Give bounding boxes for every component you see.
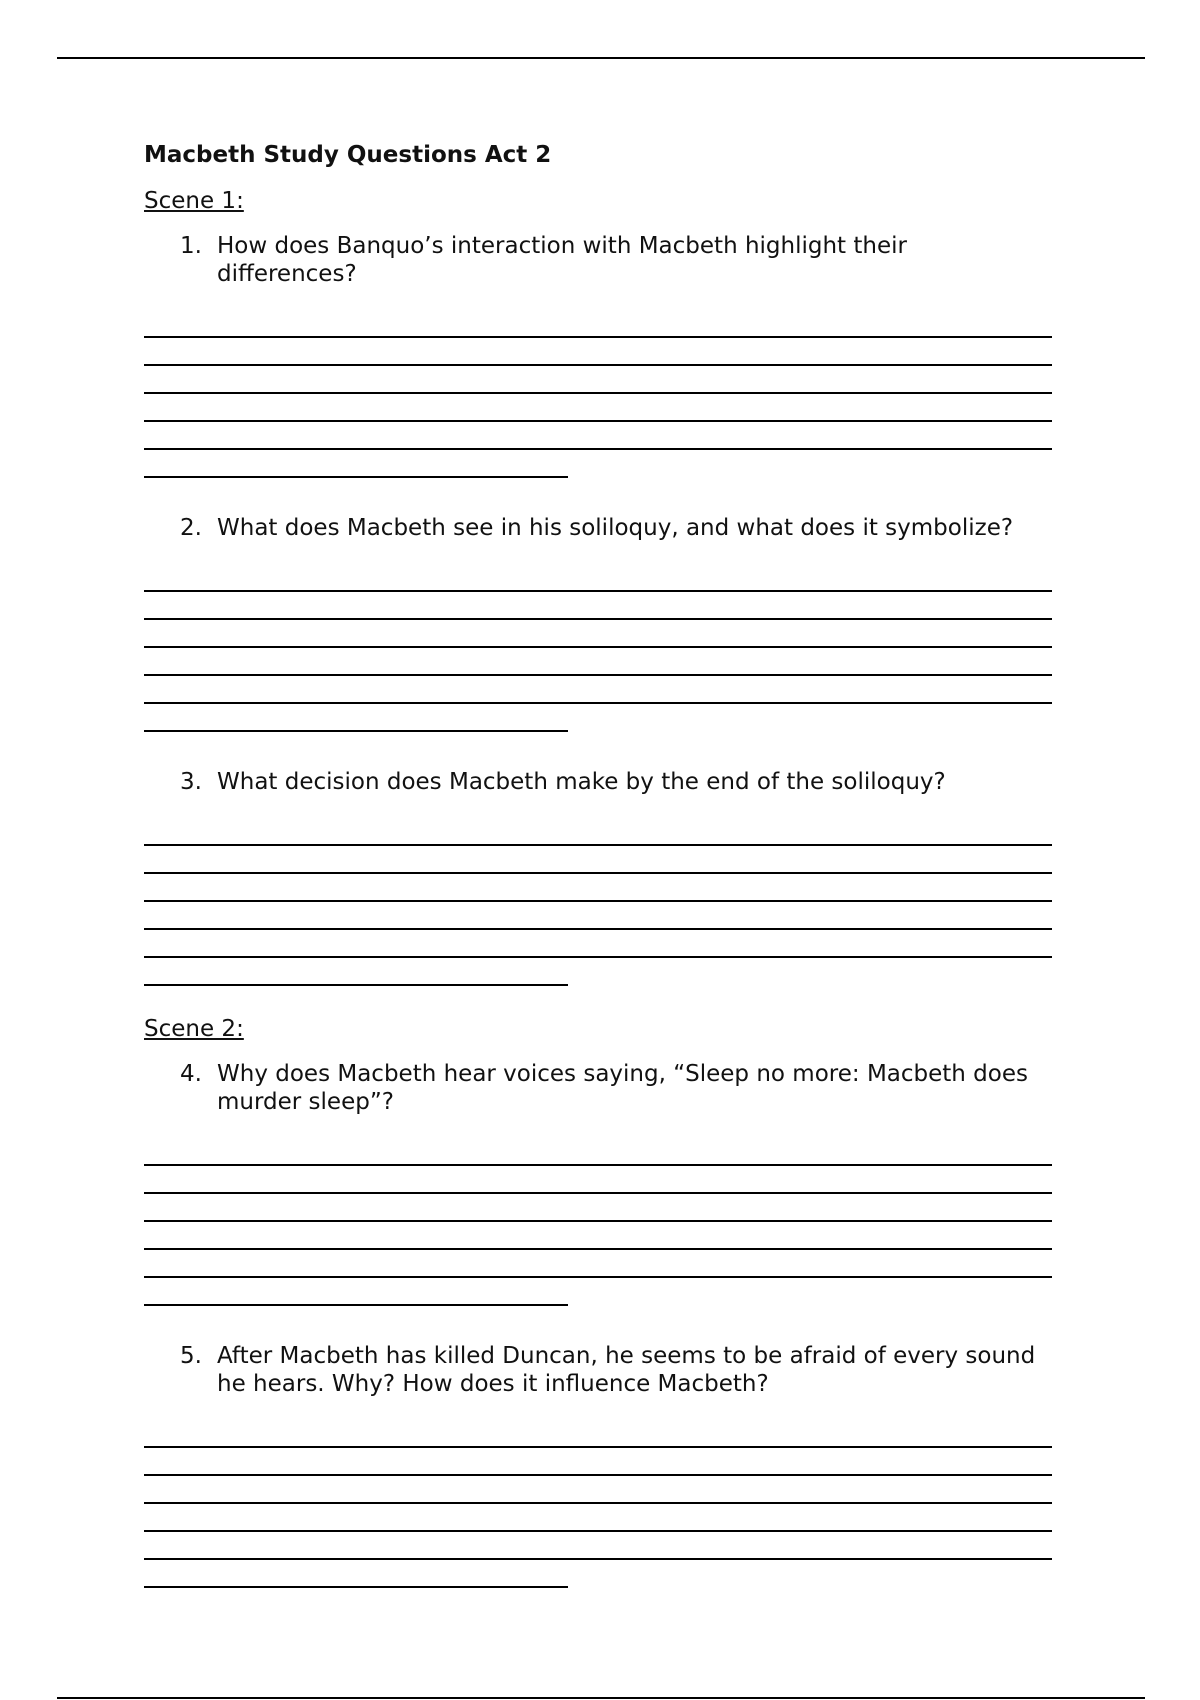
answer-line[interactable] <box>144 366 1052 394</box>
question-text: What decision does Macbeth make by the end of the soliloquy? <box>217 769 946 795</box>
answer-line[interactable] <box>144 902 1052 930</box>
answer-line[interactable] <box>144 1504 1052 1532</box>
answer-line[interactable] <box>144 1278 568 1306</box>
answer-lines <box>144 818 1052 986</box>
question-4-block <box>144 1060 1052 1306</box>
worksheet-content <box>144 140 1052 1624</box>
answer-line[interactable] <box>144 648 1052 676</box>
question-text: How does Banquo’s interaction with Macbeth highlight their differences? <box>217 233 907 287</box>
answer-line[interactable] <box>144 1560 568 1588</box>
question-3-block <box>144 768 1052 986</box>
answer-line[interactable] <box>144 1420 1052 1448</box>
question-text: After Macbeth has killed Duncan, he seems to be afraid of every sound he hears. Why? How does it influence Macbeth? <box>217 1343 1036 1397</box>
answer-line[interactable] <box>144 704 568 732</box>
answer-lines <box>144 1138 1052 1306</box>
answer-line[interactable] <box>144 676 1052 704</box>
answer-line[interactable] <box>144 1138 1052 1166</box>
question-text: Why does Macbeth hear voices saying, “Sleep no more: Macbeth does murder sleep”? <box>217 1061 1028 1115</box>
answer-line[interactable] <box>144 1476 1052 1504</box>
answer-line[interactable] <box>144 310 1052 338</box>
question-number: 1. <box>180 233 202 259</box>
question-5-block <box>144 1342 1052 1588</box>
answer-line[interactable] <box>144 930 1052 958</box>
question-3 <box>144 768 1052 796</box>
answer-line[interactable] <box>144 1166 1052 1194</box>
answer-line[interactable] <box>144 564 1052 592</box>
question-number: 5. <box>180 1343 202 1369</box>
answer-line[interactable] <box>144 958 568 986</box>
answer-line[interactable] <box>144 450 568 478</box>
answer-line[interactable] <box>144 1194 1052 1222</box>
scene-1-heading: Scene 1: <box>144 188 244 214</box>
answer-line[interactable] <box>144 1222 1052 1250</box>
answer-line[interactable] <box>144 846 1052 874</box>
answer-line[interactable] <box>144 592 1052 620</box>
answer-line[interactable] <box>144 874 1052 902</box>
answer-line[interactable] <box>144 422 1052 450</box>
page-title: Macbeth Study Questions Act 2 <box>144 142 552 168</box>
question-2 <box>144 514 1052 542</box>
answer-lines <box>144 1420 1052 1588</box>
question-5 <box>144 1342 1052 1398</box>
question-number: 4. <box>180 1061 202 1087</box>
question-2-block <box>144 514 1052 732</box>
answer-line[interactable] <box>144 818 1052 846</box>
answer-line[interactable] <box>144 1448 1052 1476</box>
question-1-block <box>144 232 1052 478</box>
scene-2-heading: Scene 2: <box>144 1016 244 1042</box>
answer-line[interactable] <box>144 338 1052 366</box>
answer-lines <box>144 564 1052 732</box>
question-number: 2. <box>180 515 202 541</box>
question-4 <box>144 1060 1052 1116</box>
page-top-rule <box>57 57 1145 59</box>
answer-lines <box>144 310 1052 478</box>
answer-line[interactable] <box>144 394 1052 422</box>
answer-line[interactable] <box>144 620 1052 648</box>
answer-line[interactable] <box>144 1532 1052 1560</box>
page-bottom-rule <box>57 1697 1145 1699</box>
question-text: What does Macbeth see in his soliloquy, and what does it symbolize? <box>217 515 1014 541</box>
question-number: 3. <box>180 769 202 795</box>
question-1 <box>144 232 1052 288</box>
answer-line[interactable] <box>144 1250 1052 1278</box>
